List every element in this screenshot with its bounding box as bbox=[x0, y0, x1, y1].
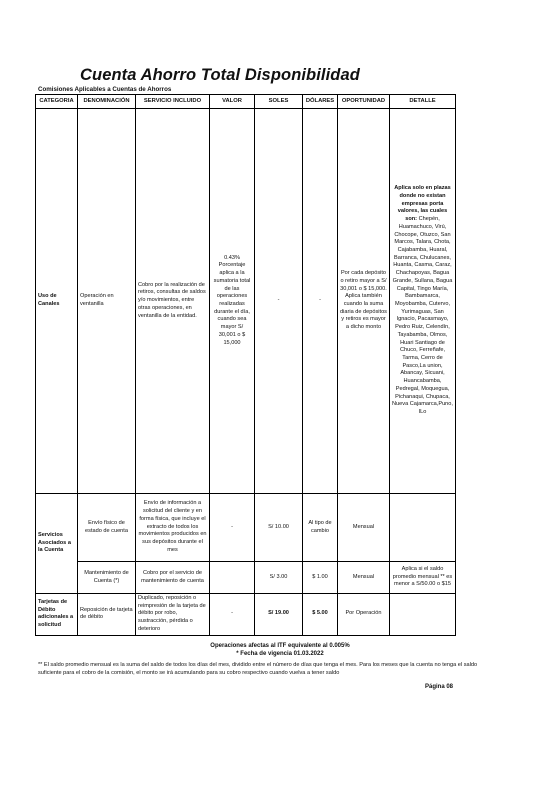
row4-categoria: Tarjetas de Débito adicionales a solicitud bbox=[36, 594, 78, 636]
row4-servicio: Duplicado, reposición o reimpresión de la tarjeta de débito por robo, sustracción, pérdida o deterioro bbox=[136, 594, 210, 636]
vigencia-note: * Fecha de vigencia 01.03.2022 bbox=[236, 651, 324, 657]
row1-soles: - bbox=[255, 109, 303, 494]
commissions-table bbox=[35, 94, 456, 636]
header-categoria: CATEGORIA bbox=[36, 95, 78, 109]
row4-dolares: $ 5.00 bbox=[303, 594, 338, 636]
row2-servicio: Envío de información a solicitud del cliente y en forma física, que incluye el extracto de todos los movimientos producidos en sus depósitos durante el mes bbox=[136, 494, 210, 562]
header-detalle: DETALLE bbox=[390, 95, 456, 109]
row4-detalle bbox=[390, 594, 456, 636]
header-soles: SOLES bbox=[255, 95, 303, 109]
row4-valor: - bbox=[210, 594, 255, 636]
row1-dolares: - bbox=[303, 109, 338, 494]
row2-oportunidad: Mensual bbox=[338, 494, 390, 562]
row3-oportunidad: Mensual bbox=[338, 562, 390, 594]
row2-soles: S/ 10.00 bbox=[255, 494, 303, 562]
row2-detalle bbox=[390, 494, 456, 562]
page-number: Página 08 bbox=[425, 684, 454, 690]
row3-denominacion: Mantenimiento de Cuenta (*) bbox=[78, 562, 136, 594]
row1-servicio: Cobro por la realización de retiros, consultas de saldos y/o movimientos, entre otras operaciones, en ventanilla de la entidad. bbox=[136, 109, 210, 494]
row1-valor: 0.43% Porcentaje aplica a la sumatoria total de las operaciones realizadas durante el día, cuando sea mayor S/ 30,001 o $ 15,000 bbox=[210, 109, 255, 494]
table-row bbox=[36, 494, 456, 562]
row3-valor bbox=[210, 562, 255, 594]
row4-soles: S/ 19.00 bbox=[255, 594, 303, 636]
row2-valor: - bbox=[210, 494, 255, 562]
row3-servicio: Cobro por el servicio de mantenimiento de cuenta bbox=[136, 562, 210, 594]
table-row bbox=[36, 109, 456, 494]
table-header-row bbox=[36, 95, 456, 109]
row4-denominacion: Reposición de tarjeta de débito bbox=[78, 594, 136, 636]
row1-oportunidad: Por cada depósito o retiro mayor a S/ 30,001 o $ 15,000. Aplica también cuando la suma diaria de depósitos y retiros es mayor a dicho monto bbox=[338, 109, 390, 494]
row1-detalle-text: Chepén, Huamachuco, Virú, Chocope, Otuzco, San Marcos, Talara, Chota, Cajabamba, Huaral, Barranca, Chulucanes, Huanta, Casma, Caraz, Chachapoyas, Bagua Grande, Sullana, Bagua Capital, Tingo María, Bambamarca, Moyobamba, Cutervo, Yurimaguas, San Ignacio, Pacasmayo, Pedro Ruiz, Celendín, Tayabamba, Olmos, Huari Santiago de Chuco, Ferreñafe, Tarma, Cerro de Pasco,La union, Abancay, Sicuani, Huancabamba, Pedregal, Moquegua, Pichanaqui, Chupaca, Nueva Cajamarca,Puno, ILo bbox=[392, 216, 453, 416]
row1-detalle bbox=[390, 109, 456, 494]
row1-denominacion: Operación en ventanilla bbox=[78, 109, 136, 494]
row1-detalle-bold: Aplica solo en plazas donde no existan empresas porta valores, las cuales son: bbox=[394, 185, 451, 223]
header-denominacion: DENOMINACIÓN bbox=[78, 95, 136, 109]
table-row bbox=[36, 562, 456, 594]
document-title: Cuenta Ahorro Total Disponibilidad bbox=[80, 66, 360, 84]
row2-denominacion: Envío físico de estado de cuenta bbox=[78, 494, 136, 562]
table-row bbox=[36, 594, 456, 636]
header-oportunidad: OPORTUNIDAD bbox=[338, 95, 390, 109]
document-subtitle: Comisiones Aplicables a Cuentas de Ahorros bbox=[38, 86, 172, 93]
row1-categoria: Uso de Canales bbox=[36, 109, 78, 494]
header-servicio: SERVICIO INCLUIDO bbox=[136, 95, 210, 109]
header-valor: VALOR bbox=[210, 95, 255, 109]
row4-oportunidad: Por Operación bbox=[338, 594, 390, 636]
header-dolares: DÓLARES bbox=[303, 95, 338, 109]
row3-soles: S/ 3.00 bbox=[255, 562, 303, 594]
row3-detalle: Aplica si el saldo promedio mensual ** es menor a S/50.00 o $15 bbox=[390, 562, 456, 594]
row2-categoria: Servicios Asociados a la Cuenta bbox=[36, 494, 78, 594]
row3-dolares: $ 1.00 bbox=[303, 562, 338, 594]
itf-note: Operaciones afectas al ITF equivalente al 0.005% bbox=[210, 643, 350, 649]
row2-dolares: Al tipo de cambio bbox=[303, 494, 338, 562]
saldo-promedio-note: ** El saldo promedio mensual es la suma del saldo de todos los días del mes, dividido entre el número de días que tenga el mes. Para los meses que la cuenta no tenga el saldo suficiente para el cobro de la comisión, el monto se irá acumulando para su cobro respectivo cuando vuelva a tener saldo bbox=[38, 662, 478, 677]
